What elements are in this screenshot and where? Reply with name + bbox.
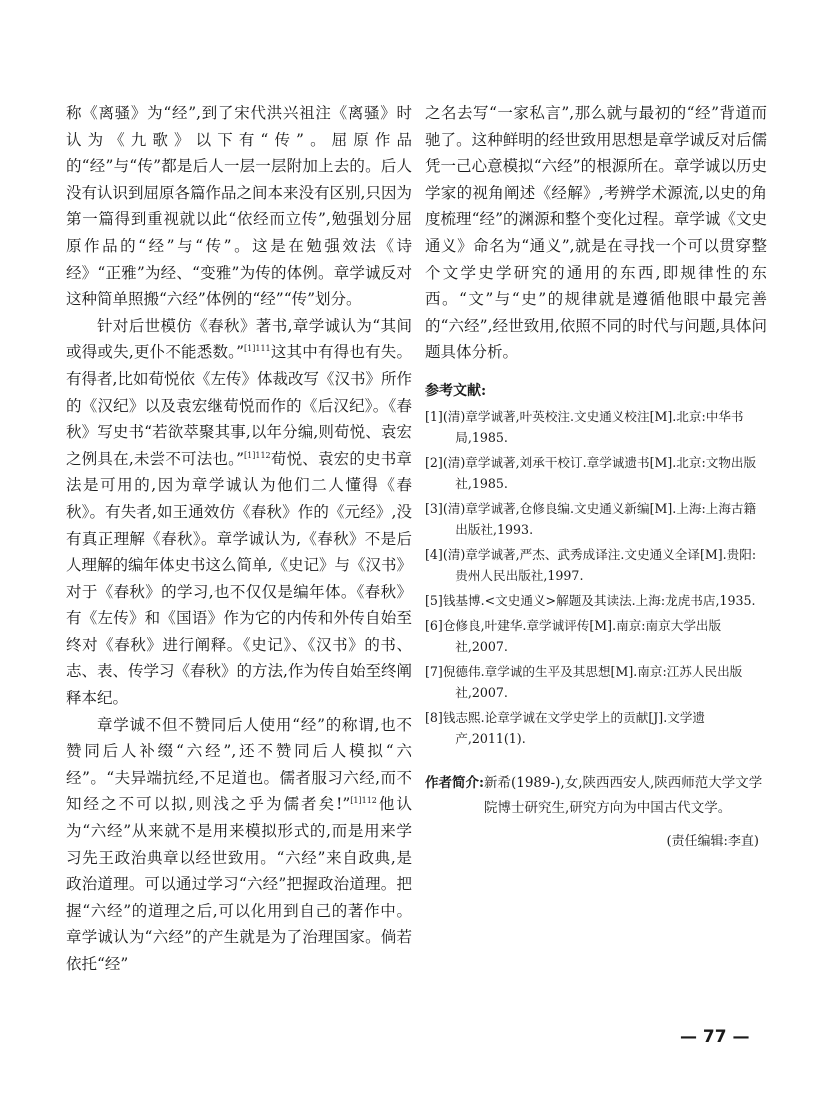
reference-item: [3](清)章学诚著,仓修良编.文史通义新编[M].上海:上海古籍出版社,1993. [425, 500, 757, 537]
references-list [425, 406, 767, 749]
paragraph-text: 他认为“六经”从来就不是用来模拟形式的,而是用来学习先王政治典章以经世致用。“六经”来自政典,是政治道理。可以通过学习“六经”把握政治道理。把握“六经”的道理之后,可以化用到自己的著作中。章学诚认为“六经”的产生就是为了治理国家。倘若依托“经” [66, 795, 412, 973]
paragraph-text: 称《离骚》为“经”,到了宋代洪兴祖注《离骚》时认为《九歌》以下有“传”。屈原作品的“经”与“传”都是后人一层一层附加上去的。后人没有认识到屈原各篇作品之间本来没有区别,只因为第一篇得到重视就以此“依经而立传”,勉强划分屈原作品的“经”与“传”。这是在勉强效法《诗经》“正雅”为经、“变雅”为传的体例。章学诚反对这种简单照搬“六经”体例的“经”“传”划分。 [66, 104, 412, 309]
reference-item: [7]倪德伟.章学诚的生平及其思想[M].南京:江苏人民出版社,2007. [425, 663, 743, 700]
reference-item: [8]钱志熙.论章学诚在文学史学上的贡献[J].文学遗产,2011(1). [425, 709, 706, 746]
page-number: — 77 — [680, 1027, 750, 1047]
reference-item: [2](清)章学诚著,刘承干校订.章学诚遗书[M].北京:文物出版社,1985. [425, 454, 757, 491]
right-column [425, 100, 767, 853]
reference-item: [1](清)章学诚著,叶英校注.文史通义校注[M].北京:中华书局,1985. [425, 408, 744, 445]
paragraph-text: 之名去写“一家私言”,那么就与最初的“经”背道而驰了。这种鲜明的经世致用思想是章学诚反对后儒凭一己心意模拟“六经”的根源所在。章学诚以历史学家的视角阐述《经解》,考辨学术源流,以史的角度梳理“经”的渊源和整个变化过程。章学诚《文史通义》命名为“通义”,就是在寻找一个可以贯穿整个文学史学研究的通用的东西,即规律性的东西。“文”与“史”的规律就是遵循他眼中最完善的“六经”,经世致用,依照不同的时代与问题,具体问题具体分析。 [425, 104, 767, 362]
body-paragraph [66, 712, 412, 978]
responsible-editor: (责任编辑:李直) [666, 833, 759, 849]
paragraph-text: 荀悦、袁宏的史书章法是可用的,因为章学诚认为他们二人懂得《春秋》。有失者,如王通效仿《春秋》作的《元经》,没有真正理解《春秋》。章学诚认为,《春秋》不是后人理解的编年体史书这么简单,《史记》与《汉书》对于《春秋》的学习,也不仅仅是编年体。《春秋》有《左传》和《国语》作为它的内传和外传自始至终对《春秋》进行阐释。《史记》、《汉书》的书、志、表、传学习《春秋》的方法,作为传自始至终阐释本纪。 [66, 449, 412, 708]
reference-item: [4](清)章学诚著,严杰、武秀成译注.文史通义全译[M].贵阳:贵州人民出版社,1997. [425, 546, 757, 583]
author-text: 新希(1989-),女,陕西西安人,陕西师范大学文学院博士研究生,研究方向为中国古代文学。 [483, 774, 763, 816]
reference-item: [6]仓修良,叶建华.章学诚评传[M].南京:南京大学出版社,2007. [425, 617, 722, 654]
paragraph-text: 针对后世模仿《春秋》著书,章学诚认为“其间或得或失,更仆不能悉数。” [66, 316, 412, 362]
citation-marker: [1]112 [350, 796, 377, 806]
reference-item: [5]钱基博.<文史通义>解题及其读法.上海:龙虎书店,1935. [425, 592, 756, 608]
citation-marker: [1]112 [244, 450, 271, 460]
body-paragraph [425, 100, 767, 366]
citation-marker: [1]111 [244, 344, 271, 354]
references-title: 参考文献: [425, 382, 487, 399]
author-label: 作者简介: [425, 774, 484, 791]
right-body [425, 100, 767, 366]
body-paragraph [66, 100, 412, 313]
body-paragraph [66, 313, 412, 712]
left-column [66, 100, 412, 978]
author-bio [425, 771, 767, 821]
paragraph-text: 这其中有得也有失。有得者,比如荀悦依《左传》体裁改写《汉书》所作的《汉纪》以及袁宏继荀悦而作的《后汉纪》。《春秋》写史书“若欲萃聚其事,以年分编,则荀悦、袁宏之例具在,未尝不可法也。” [66, 343, 412, 468]
paragraph-text: 章学诚不但不赞同后人使用“经”的称谓,也不赞同后人补缀“六经”,还不赞同后人模拟“六经”。“夫异端抗经,不足道也。儒者服习六经,而不知经之不可以拟,则浅之乎为儒者矣!” [66, 715, 412, 814]
